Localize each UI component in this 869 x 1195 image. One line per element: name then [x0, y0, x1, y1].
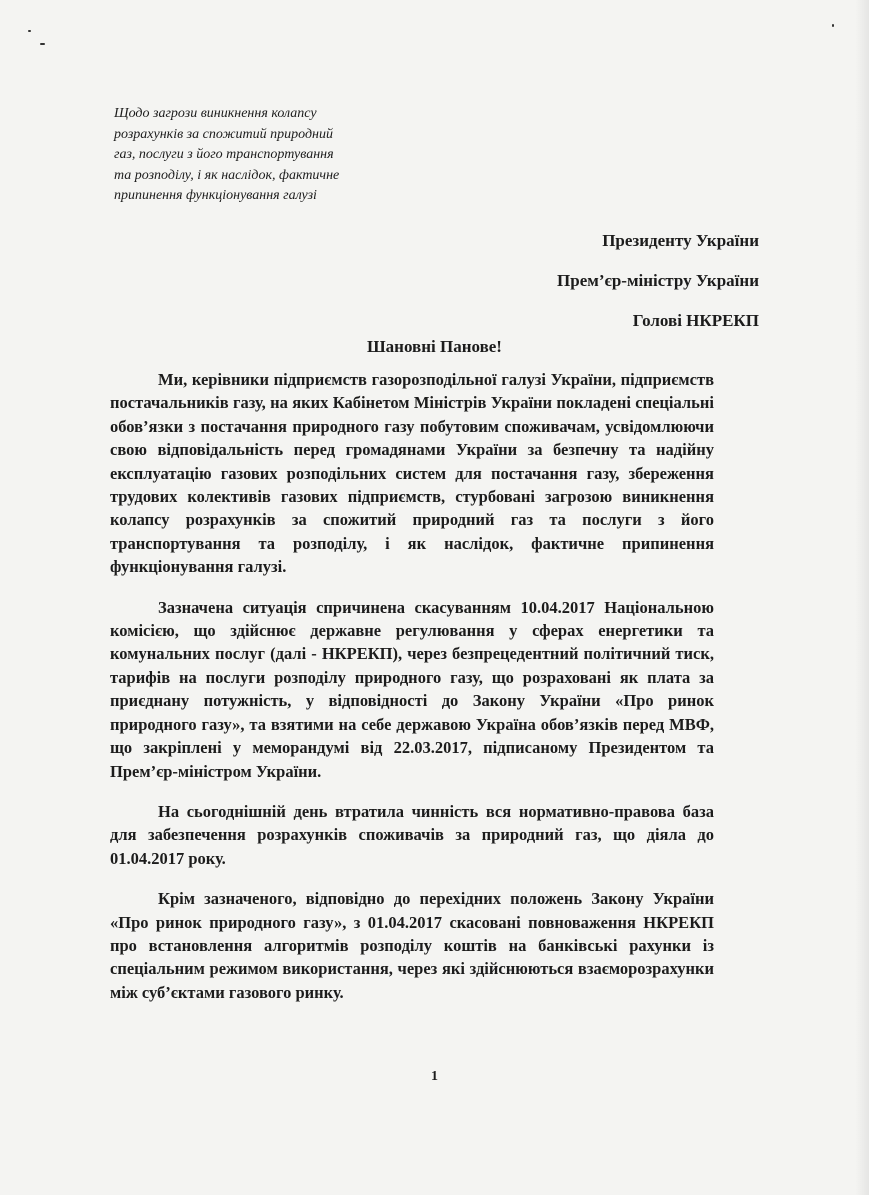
body-paragraph: Ми, керівники підприємств газорозподільної галузі України, підприємств постачальників газу, на яких Кабінетом Міністрів України покладені спеціальні обов’язки з постачання природного газу побутовим споживачам, усвідомлюючи свою відповідальність перед громадянами України за безпечну та надійну експлуатацію газових розподільних систем для постачання газу, збереження трудових колективів газових підприємств, стурбовані загрозою виникнення колапсу розрахунків за спожитий природний газ та послуги з його транспортування та розподілу, і як наслідок, фактичне припинення функціонування галузі. [110, 370, 714, 577]
body-paragraph: Зазначена ситуація спричинена скасуванням 10.04.2017 Національною комісією, що здійснює державне регулювання у сферах енергетики та комунальних послуг (далі - НКРЕКП), через безпрецедентний політичний тиск, тарифів на послуги розподілу природного газу, що розраховані як плата за приєднану потужність, у відповідності до Закону України «Про ринок природного газу», та взятими на себе державою Україна обов’язків перед МВФ, що закріплені у меморандумі від 22.03.2017, підписаному Президентом та Прем’єр-міністром України. [110, 597, 714, 781]
body-paragraph: Крім зазначеного, відповідно до перехідних положень Закону України «Про ринок природного газу», з 01.04.2017 скасовані повноваження НКРЕКП про встановлення алгоритмів розподілу коштів на банківські рахунки із спеціальним режимом використання, через які здійснюються взаєморозрахунки між суб’єктами газового ринку. [110, 889, 714, 1002]
page-number: 1 [431, 1069, 438, 1084]
body-paragraph: На сьогоднішній день втратила чинність вся нормативно-правова база для забезпечення розрахунків споживачів за природний газ, що діяла до 01.04.2017 року. [110, 801, 714, 868]
salutation: Шановні Панове! [367, 337, 502, 356]
letter-body [110, 368, 714, 1021]
subject-line: Щодо загрози виникнення колапсу [114, 106, 317, 121]
scan-speck [40, 43, 45, 45]
scan-speck [832, 24, 834, 27]
subject-block [114, 104, 384, 207]
addressee-nkrekp-head: Голові НКРЕКП [632, 311, 759, 330]
subject-line: газ, послуги з його транспортування [114, 147, 334, 162]
subject-line: припинення функціонування галузі [114, 188, 317, 203]
addressee-president: Президенту України [602, 231, 759, 250]
subject-line: розрахунків за спожитий природний [114, 126, 333, 142]
scan-speck [28, 30, 31, 32]
addressee-block [557, 221, 759, 341]
addressee-prime-minister: Прем’єр-міністру України [557, 271, 759, 290]
subject-line: та розподілу, і як наслідок, фактичне [114, 167, 340, 183]
